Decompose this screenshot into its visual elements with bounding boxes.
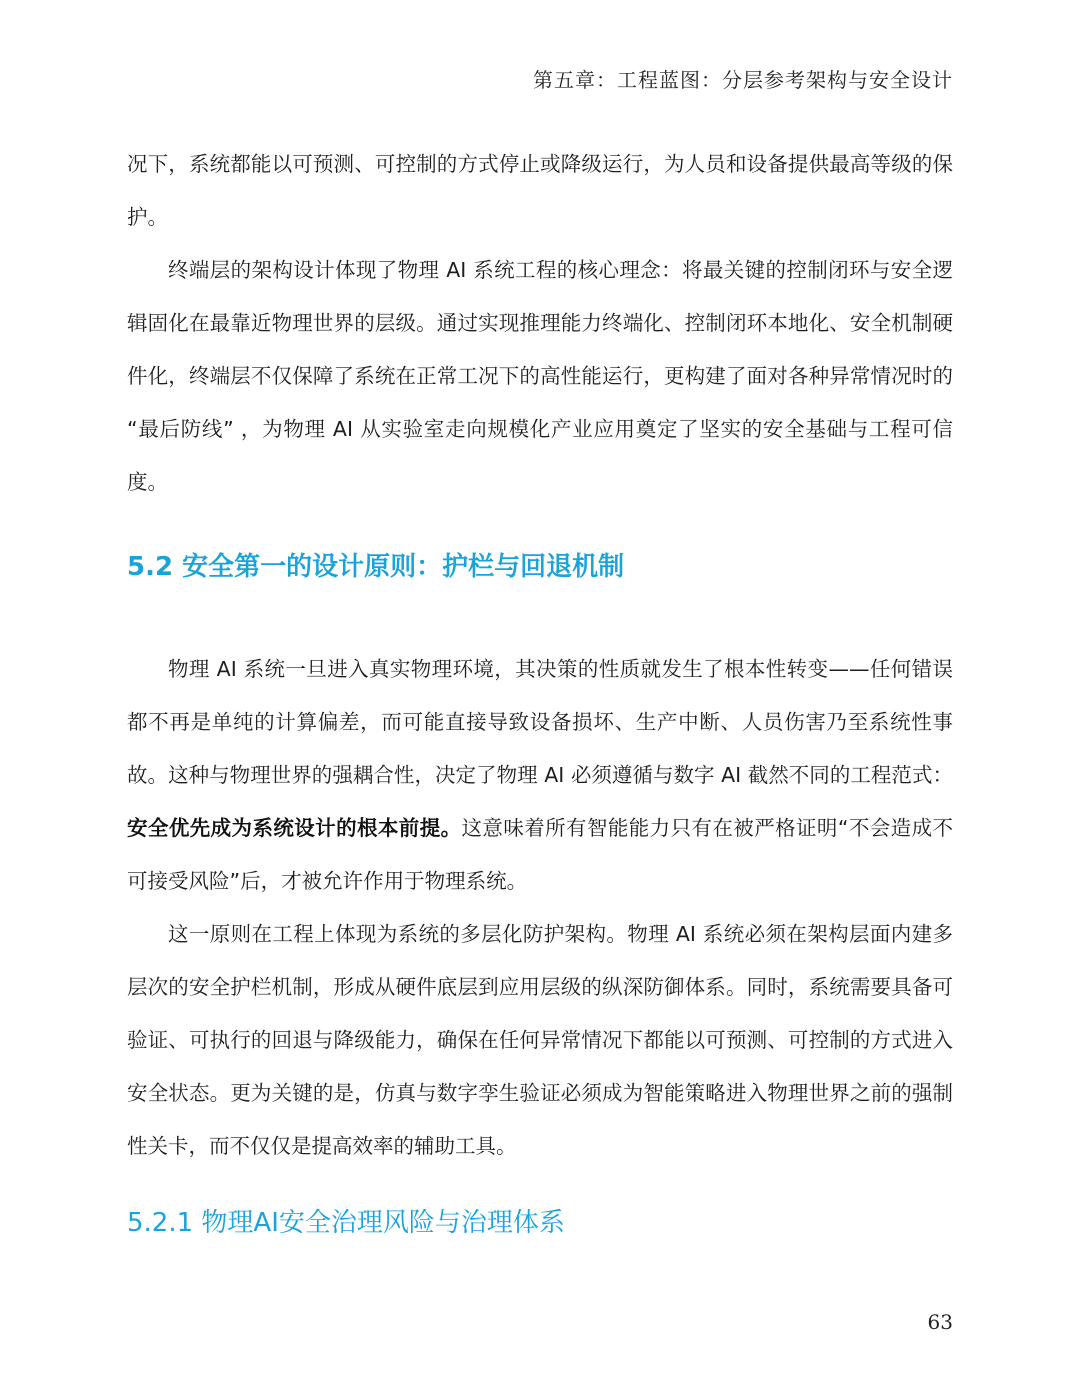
- paragraph-text: 这意味着所有智能能力只有在被严格证明“不会造成不可接受风险”后，才被允许作用于物理系统。: [127, 816, 953, 893]
- section-heading: 5.2 安全第一的设计原则：护栏与回退机制: [127, 552, 625, 582]
- body-text-block: [127, 643, 953, 1173]
- emphasis-text: 安全优先成为系统设计的根本前提。: [127, 816, 462, 840]
- subsection-heading: 5.2.1 物理AI安全治理风险与治理体系: [127, 1208, 565, 1238]
- body-text-block: [127, 138, 953, 509]
- paragraph: 这一原则在工程上体现为系统的多层化防护架构。物理 AI 系统必须在架构层面内建多层次的安全护栏机制，形成从硬件底层到应用层级的纵深防御体系。同时，系统需要具备可验证、可执行的回退与降级能力，确保在任何异常情况下都能以可预测、可控制的方式进入安全状态。更为关键的是，仿真与数字孪生验证必须成为智能策略进入物理世界之前的强制性关卡，而不仅仅是提高效率的辅助工具。: [127, 922, 953, 1158]
- page-number: 63: [927, 1310, 953, 1334]
- paragraph-text: 物理 AI 系统一旦进入真实物理环境，其决策的性质就发生了根本性转变——任何错误都不再是单纯的计算偏差，而可能直接导致设备损坏、生产中断、人员伤害乃至系统性事故。这种与物理世界的强耦合性，决定了物理 AI 必须遵循与数字 AI 截然不同的工程范式：: [127, 657, 953, 787]
- paragraph: 终端层的架构设计体现了物理 AI 系统工程的核心理念：将最关键的控制闭环与安全逻辑固化在最靠近物理世界的层级。通过实现推理能力终端化、控制闭环本地化、安全机制硬件化，终端层不仅保障了系统在正常工况下的高性能运行，更构建了面对各种异常情况时的 “最后防线” ，为物理 AI 从实验室走向规模化产业应用奠定了坚实的安全基础与工程可信度。: [127, 258, 953, 494]
- paragraph: 况下，系统都能以可预测、可控制的方式停止或降级运行，为人员和设备提供最高等级的保护。: [127, 152, 953, 229]
- running-header: 第五章：工程蓝图：分层参考架构与安全设计: [533, 68, 953, 92]
- paragraph: [127, 643, 953, 908]
